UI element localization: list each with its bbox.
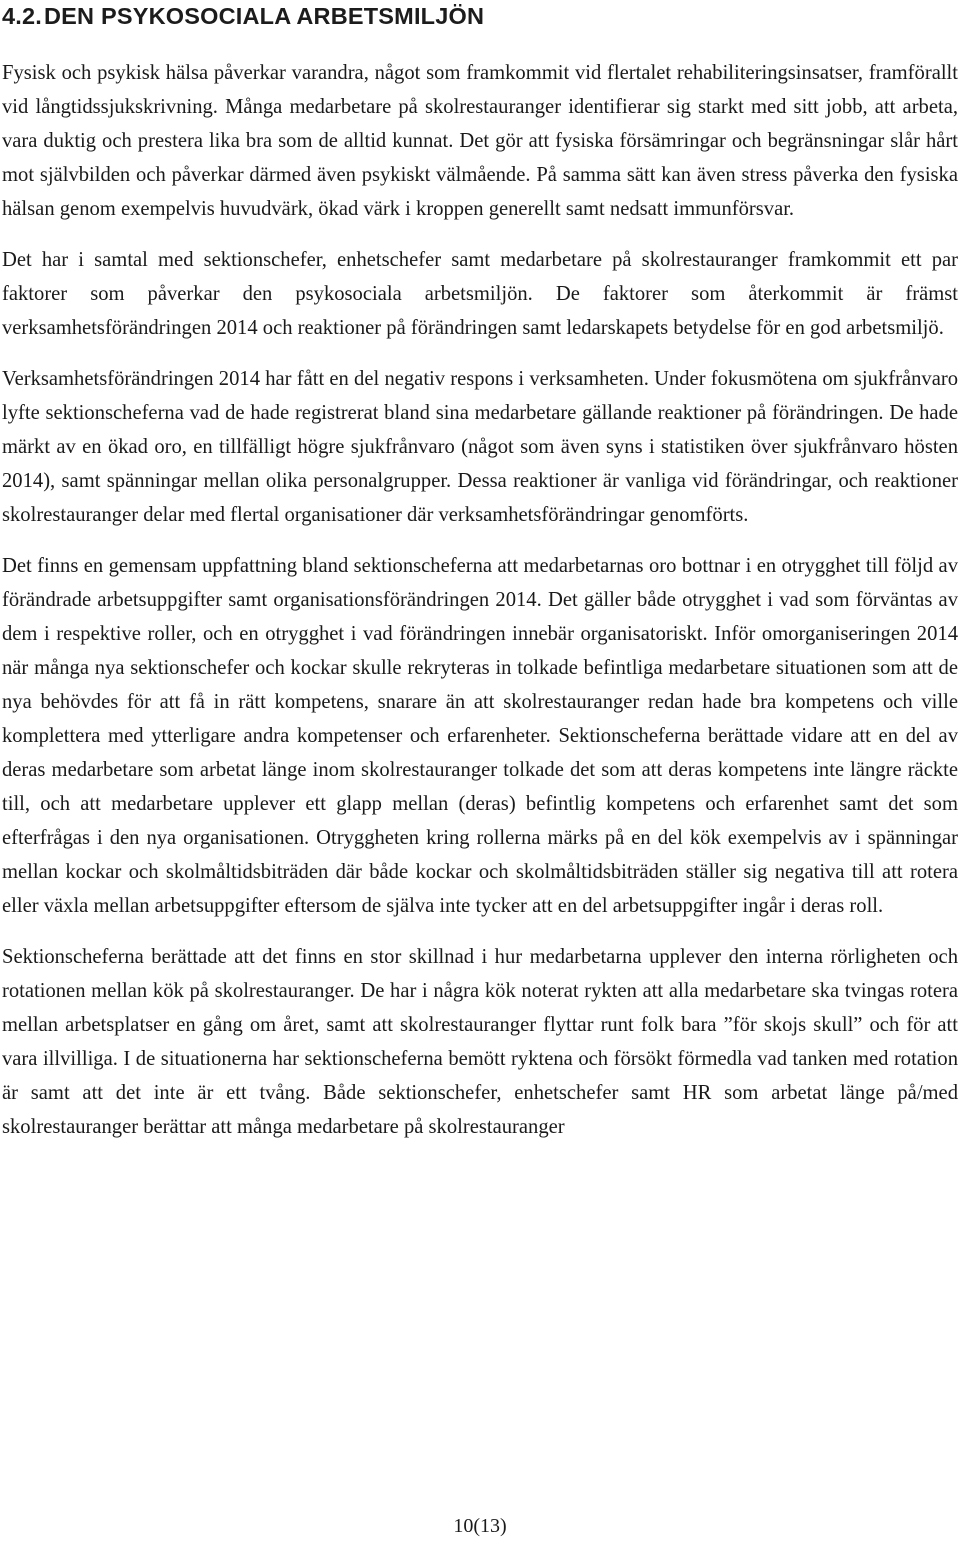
- section-heading: [2, 0, 958, 37]
- section-number: 4.2.: [2, 3, 42, 29]
- paragraph-insecurity: Det finns en gemensam uppfattning bland sektionscheferna att medarbetarnas oro bottnar i en otrygghet till följd av förändrade arbetsuppgifter samt organisationsförändringen 2014. Det gäller både otrygghet i vad som förväntas av dem i respektive roller, och en otrygghet i vad förändringen innebär organisatoriskt. Inför omorganiseringen 2014 när många nya sektionschefer och kockar skulle rekryteras in tolkade befintliga medarbetare situationen som att de nya behövdes för att få in rätt kompetens, snarare än att skolrestauranger redan hade bra kompetens och ville komplettera med ytterligare andra kompetenser och erfarenheter. Sektionscheferna berättade vidare att en del av deras medarbetare som arbetat länge inom skolrestauranger tolkade det som att deras kompetens inte längre räckte till, och att medarbetare upplever ett glapp mellan (deras) befintlig kompetens och erfarenhet samt det som efterfrågas i den nya organisationen. Otryggheten kring rollerna märks på en del kök exempelvis av i spänningar mellan kockar och skolmåltidsbiträden där både kockar och skolmåltidsbiträden ställer sig negativa till att rotera eller växla mellan arbetsuppgifter eftersom de själva inte tycker att en del arbetsuppgifter ingår i deras roll.: [2, 555, 958, 917]
- page-number: 10(13): [453, 1515, 507, 1537]
- paragraph-health: Fysisk och psykisk hälsa påverkar varandra, något som framkommit vid flertalet rehabiliteringsinsatser, framförallt vid långtidssjukskrivning. Många medarbetare på skolrestauranger identifierar sig starkt med sitt jobb, att arbeta, vara duktig och prestera lika bra som de alltid kunnat. Det gör att fysiska försämringar och begränsningar slår hårt mot självbilden och påverkar därmed även psykiskt välmående. På samma sätt kan även stress påverka den fysiska hälsan genom exempelvis huvudvärk, ökad värk i kroppen generellt samt nedsatt immunförsvar.: [2, 62, 958, 220]
- paragraph-rotation: Sektionscheferna berättade att det finns en stor skillnad i hur medarbetarna upplever den interna rörligheten och rotationen mellan kök på skolrestauranger. De har i några kök noterat rykten att alla medarbetare ska tvingas rotera mellan arbetsplatser en gång om året, samt att skolrestauranger flyttar runt folk bara ”för skojs skull” och för att vara illvilliga. I de situationerna har sektionscheferna bemött ryktena och försökt förmedla vad tanken med rotation är samt att det inte är ett tvång. Både sektionschefer, enhetschefer samt HR som arbetat länge på/med skolrestauranger berättar att många medarbetare på skolrestauranger: [2, 946, 958, 1138]
- paragraph-factors: Det har i samtal med sektionschefer, enhetschefer samt medarbetare på skolrestauranger framkommit ett par faktorer som påverkar den psykosociala arbetsmiljön. De faktorer som återkommit är främst verksamhetsförändringen 2014 och reaktioner på förändringen samt ledarskapets betydelse för en god arbetsmiljö.: [2, 249, 958, 339]
- paragraph-reorganization-response: Verksamhetsförändringen 2014 har fått en del negativ respons i verksamheten. Under fokusmötena om sjukfrånvaro lyfte sektionscheferna vad de hade registrerat bland sina medarbetare gällande reaktioner på förändringen. De hade märkt av en ökad oro, en tillfälligt högre sjukfrånvaro (något som även syns i statistiken över sjukfrånvaro hösten 2014), samt spänningar mellan olika personalgrupper. Dessa reaktioner är vanliga vid förändringar, och reaktioner skolrestauranger delar med flertal organisationer där verksamhetsförändringar genomförts.: [2, 368, 958, 526]
- section-title: DEN PSYKOSOCIALA ARBETSMILJÖN: [44, 3, 485, 29]
